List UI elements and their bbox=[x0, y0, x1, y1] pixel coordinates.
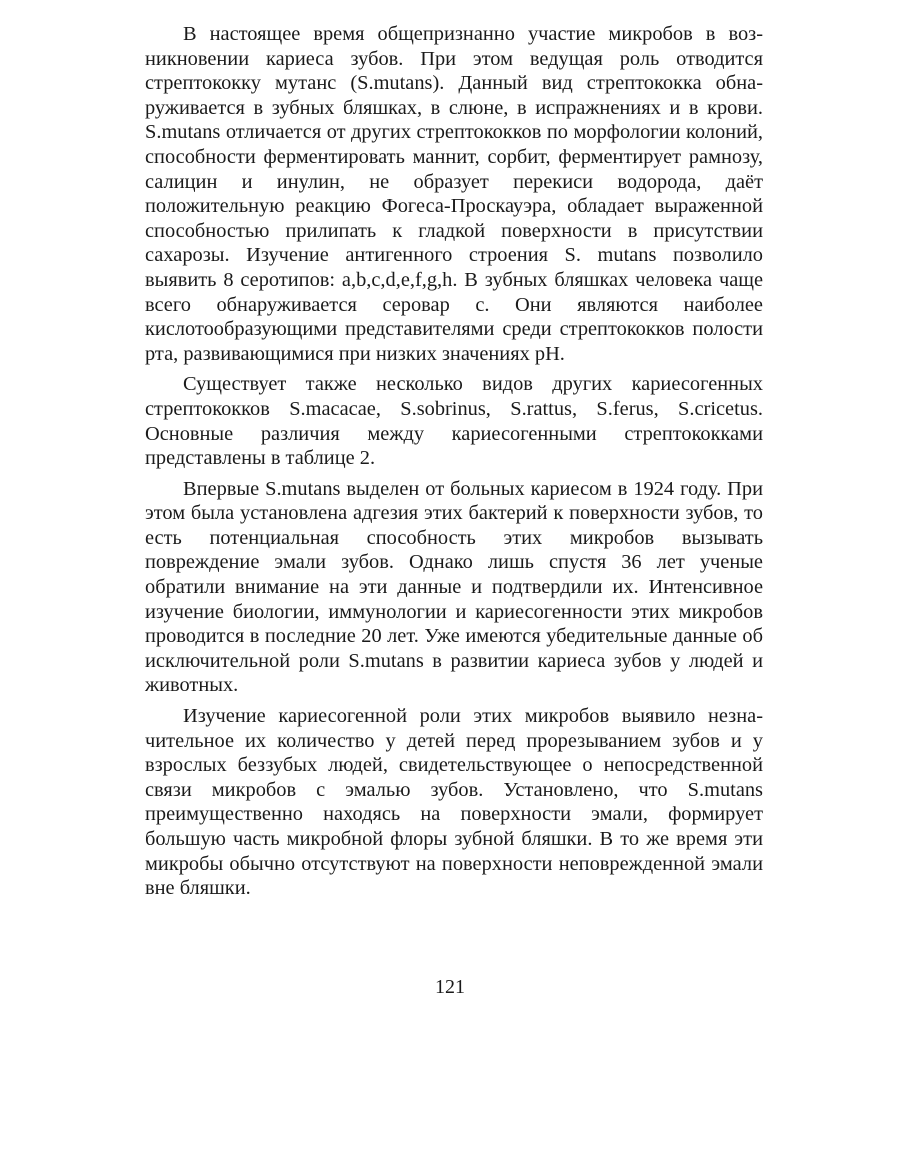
body-text bbox=[145, 22, 763, 901]
paragraph-3: Впервые S.mutans выделен от больных кариесом в 1924 году. При этом была установлена адгезия этих бактерий к поверхности зубов, то есть потенциальная способность этих микробов вызывать повреждение эмали зубов. Однако лишь спустя 36 лет ученые обратили внимание на эти данные и подтвердили их. Интенсивное изучение биологии, иммунологии и кариесогенности этих микробов проводится в последние 20 лет. Уже имеются убедительные данные об исключительной роли S.mutans в развитии кариеса зубов у людей и животных. bbox=[145, 477, 763, 697]
paragraph-1: В настоящее время общепризнанно участие микробов в возникновении кариеса зубов. При этом ведущая роль отводится стрептококку мутанс (S.mutans). Данный вид стрептококка обнаруживается в зубных бляшках, в слюне, в испражнениях и в крови. S.mutans отличается от других стрептококков по морфологии колоний, способности ферментировать маннит, сорбит, ферментирует рамнозу, салицин и инулин, не образует перекиси водорода, даёт положительную реакцию Фогеса-Проскауэра, обладает выраженной способностью прилипать к гладкой поверхности в присутствии сахарозы. Изучение антигенного строения S. mutans позволило выявить 8 серотипов: a,b,c,d,e,f,g,h. В зубных бляшках человека чаще всего обнаруживается серовар с. Они являются наиболее кислотообразующими представителями среди стрептококков полости рта, развивающимися при низких значениях рН. bbox=[145, 23, 763, 365]
page-number: 121 bbox=[435, 976, 465, 998]
paragraph-2: Существует также несколько видов других кариесогенных стрептококков S.macacae, S.sobrinus, S.rattus, S.ferus, S.cricetus. Основные различия между кариесогенными стрептококками представлены в таблице 2. bbox=[145, 373, 763, 470]
paragraph-4: Изучение кариесогенной роли этих микробов выявило незначительное их количество у детей перед прорезыванием зубов и у взрослых беззубых людей, свидетельствующее о непосредственной связи микробов с эмалью зубов. Установлено, что S.mutans преимущественно находясь на поверхности эмали, формирует большую часть микробной флоры зубной бляшки. В то же время эти микробы обычно отсутствуют на поверхности неповрежденной эмали вне бляшки. bbox=[145, 705, 763, 900]
